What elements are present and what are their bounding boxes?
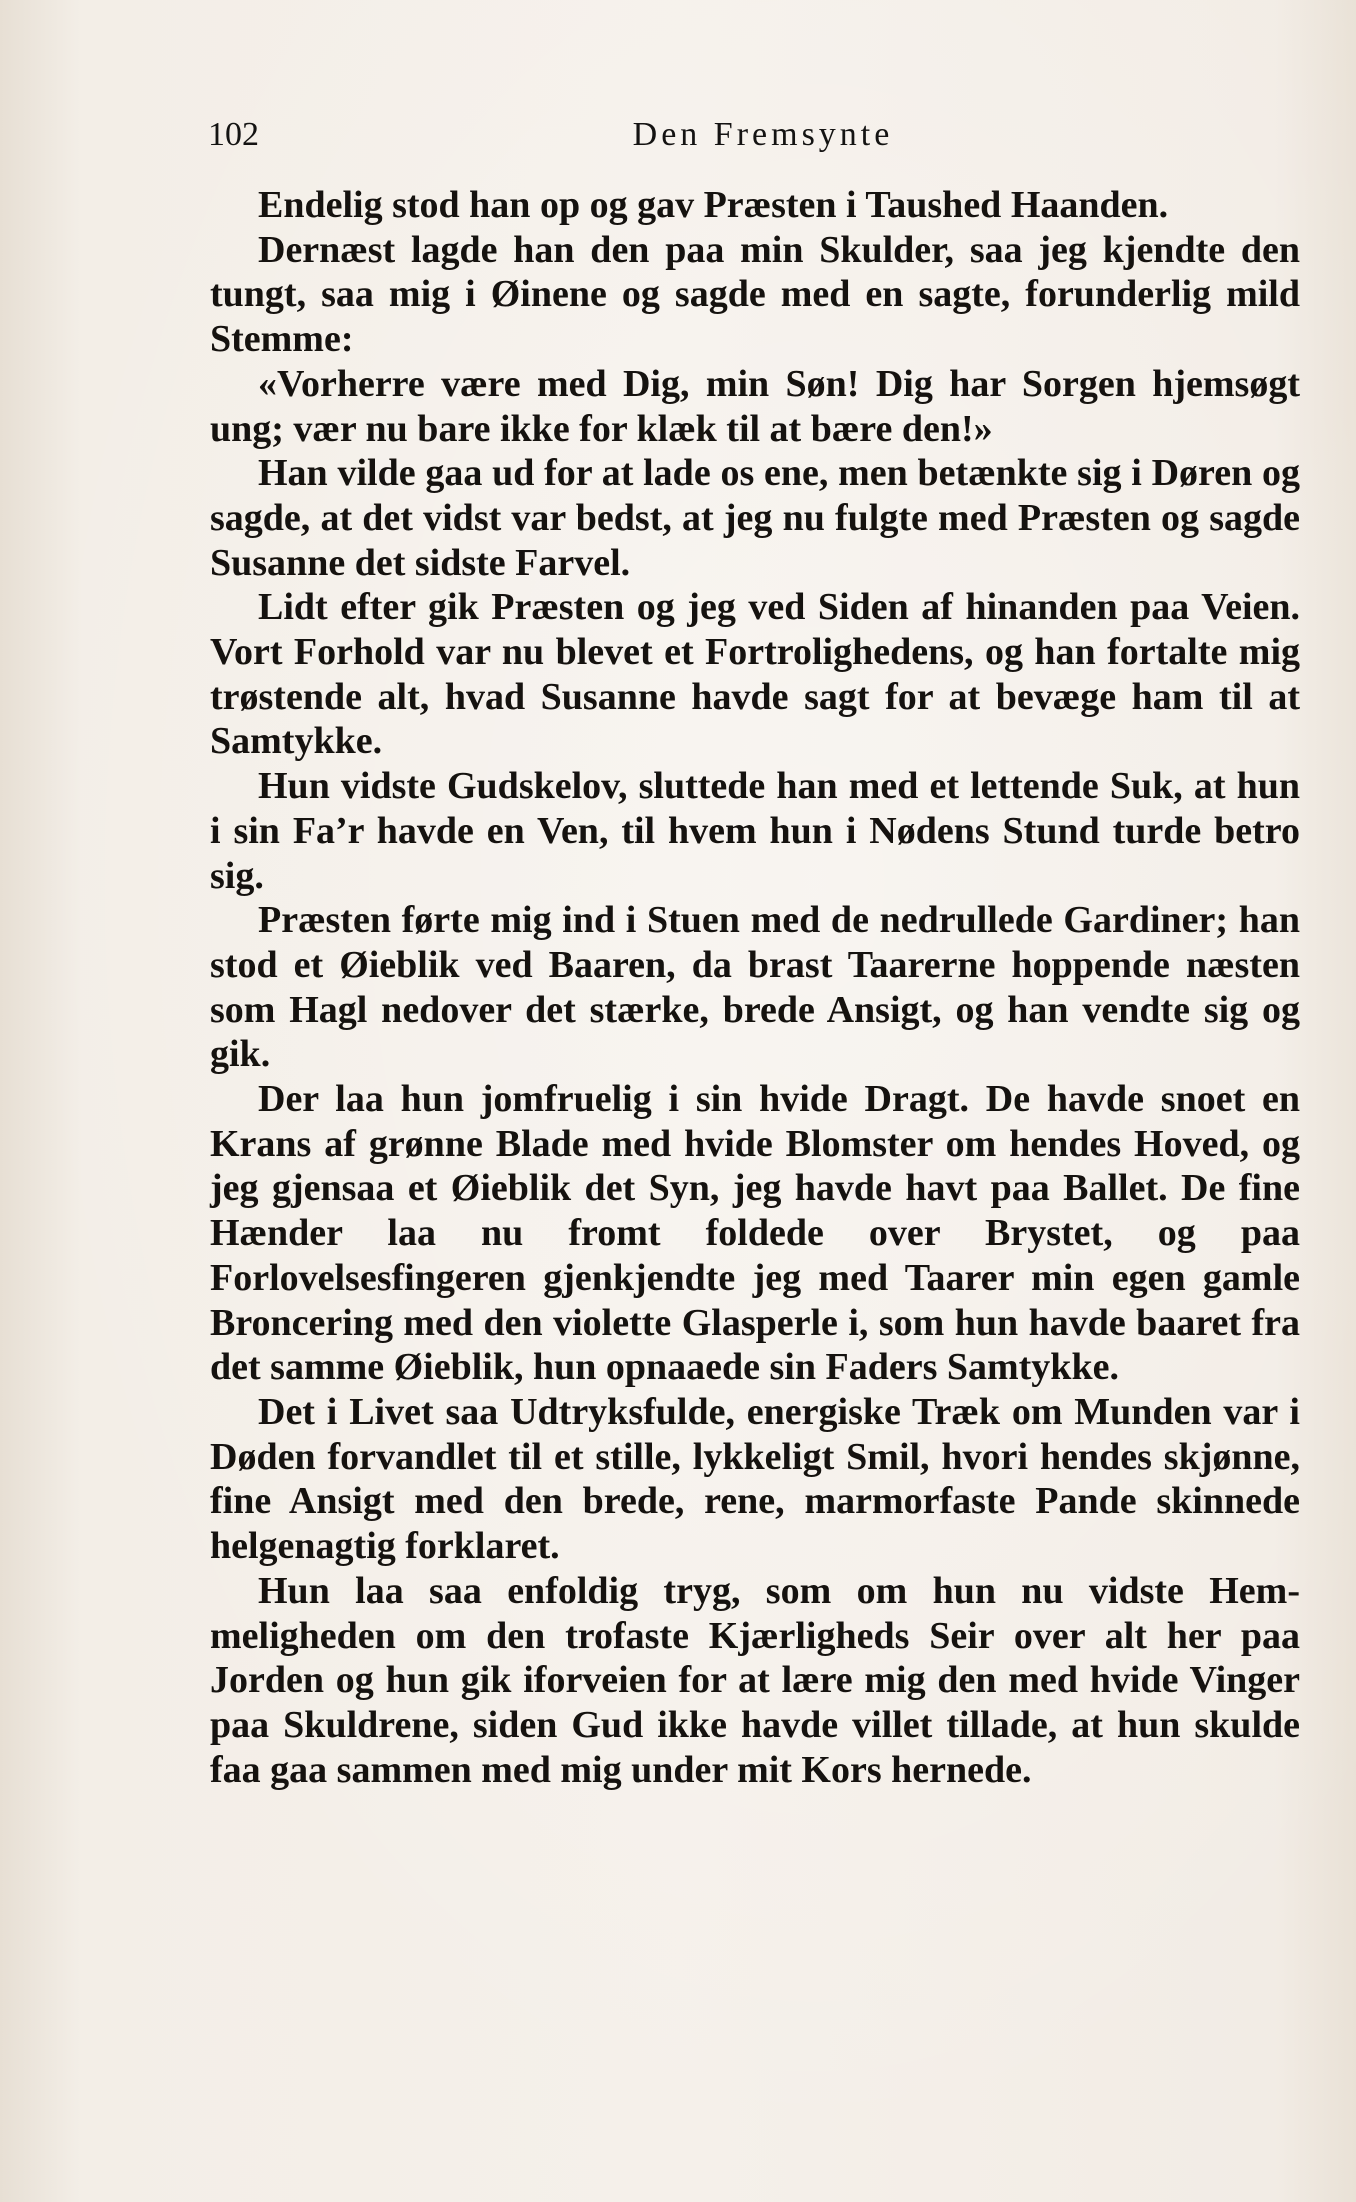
paragraph: Hun vidste Gudskelov, sluttede han med et lettende Suk, at hun i sin Fa’r havde en Ven, til hvem hun i Nødens Stund turde betro sig. [210, 765, 1300, 897]
paragraph: «Vorherre være med Dig, min Søn! Dig har Sorgen hjemsøgt ung; vær nu bare ikke for klæk til at bære den!» [210, 362, 1300, 450]
paragraph: Der laa hun jomfruelig i sin hvide Dragt. De havde snoet en Krans af grønne Blade med hvide Blomster om hendes Hoved, og jeg gjensaa et Øieblik det Syn, jeg havde havt paa Ballet. De fine Hænder laa nu fromt foldede over Brystet, og paa Forlovelsesfingeren gjenkjendte jeg med Taarer min egen gamle Broncering med den violette Glasperle i, som hun havde baaret fra det samme Øieblik, hun opnaaede sin Faders Samtykke. [210, 1078, 1300, 1389]
paragraph: Dernæst lagde han den paa min Skulder, saa jeg kjendte den tungt, saa mig i Øinene og sagde med en sagte, forunderlig mild Stemme: [210, 228, 1300, 361]
running-title: Den Fremsynte [632, 116, 894, 153]
paragraph: Han vilde gaa ud for at lade os ene, men betænkte sig i Døren og sagde, at det vidst var bedst, at jeg nu fulgte med Præsten og sagde Susanne det sidste Farvel. [210, 452, 1300, 584]
paragraph: Præsten førte mig ind i Stuen med de nedrullede Gardiner; han stod et Øieblik ved Baaren, da brast Taarerne hoppende næsten som Hagl nedover det stærke, brede Ansigt, og han vendte sig og gik. [210, 899, 1300, 1076]
paragraph: Hun laa saa enfoldig tryg, som om hun nu vidste Hemmeligheden om den trofaste Kjærligheds Seir over alt her paa Jorden og hun gik iforveien for at lære mig den med hvide Vinger paa Skuldrene, siden Gud ikke havde villet tillade, at hun skulde faa gaa sammen med mig under mit Kors hernede. [210, 1569, 1300, 1791]
paragraph: Lidt efter gik Præsten og jeg ved Siden af hinanden paa Veien. Vort Forhold var nu blevet et Fortrolighedens, og han fortalte mig trøstende alt, hvad Susanne havde sagt for at bevæge ham til at Samtykke. [210, 586, 1300, 763]
body-text [210, 183, 1300, 1792]
page-number: 102 [208, 116, 259, 153]
paragraph: Endelig stod han op og gav Præsten i Taushed Haanden. [258, 184, 1169, 226]
paragraph: Det i Livet saa Udtryksfulde, energiske Træk om Munden var i Døden forvandlet til et stille, lykkeligt Smil, hvori hendes skjønne, fine Ansigt med den brede, rene, marmorfaste Pande skinnede helgenagtig forklaret. [210, 1390, 1300, 1568]
running-head [208, 112, 1300, 158]
